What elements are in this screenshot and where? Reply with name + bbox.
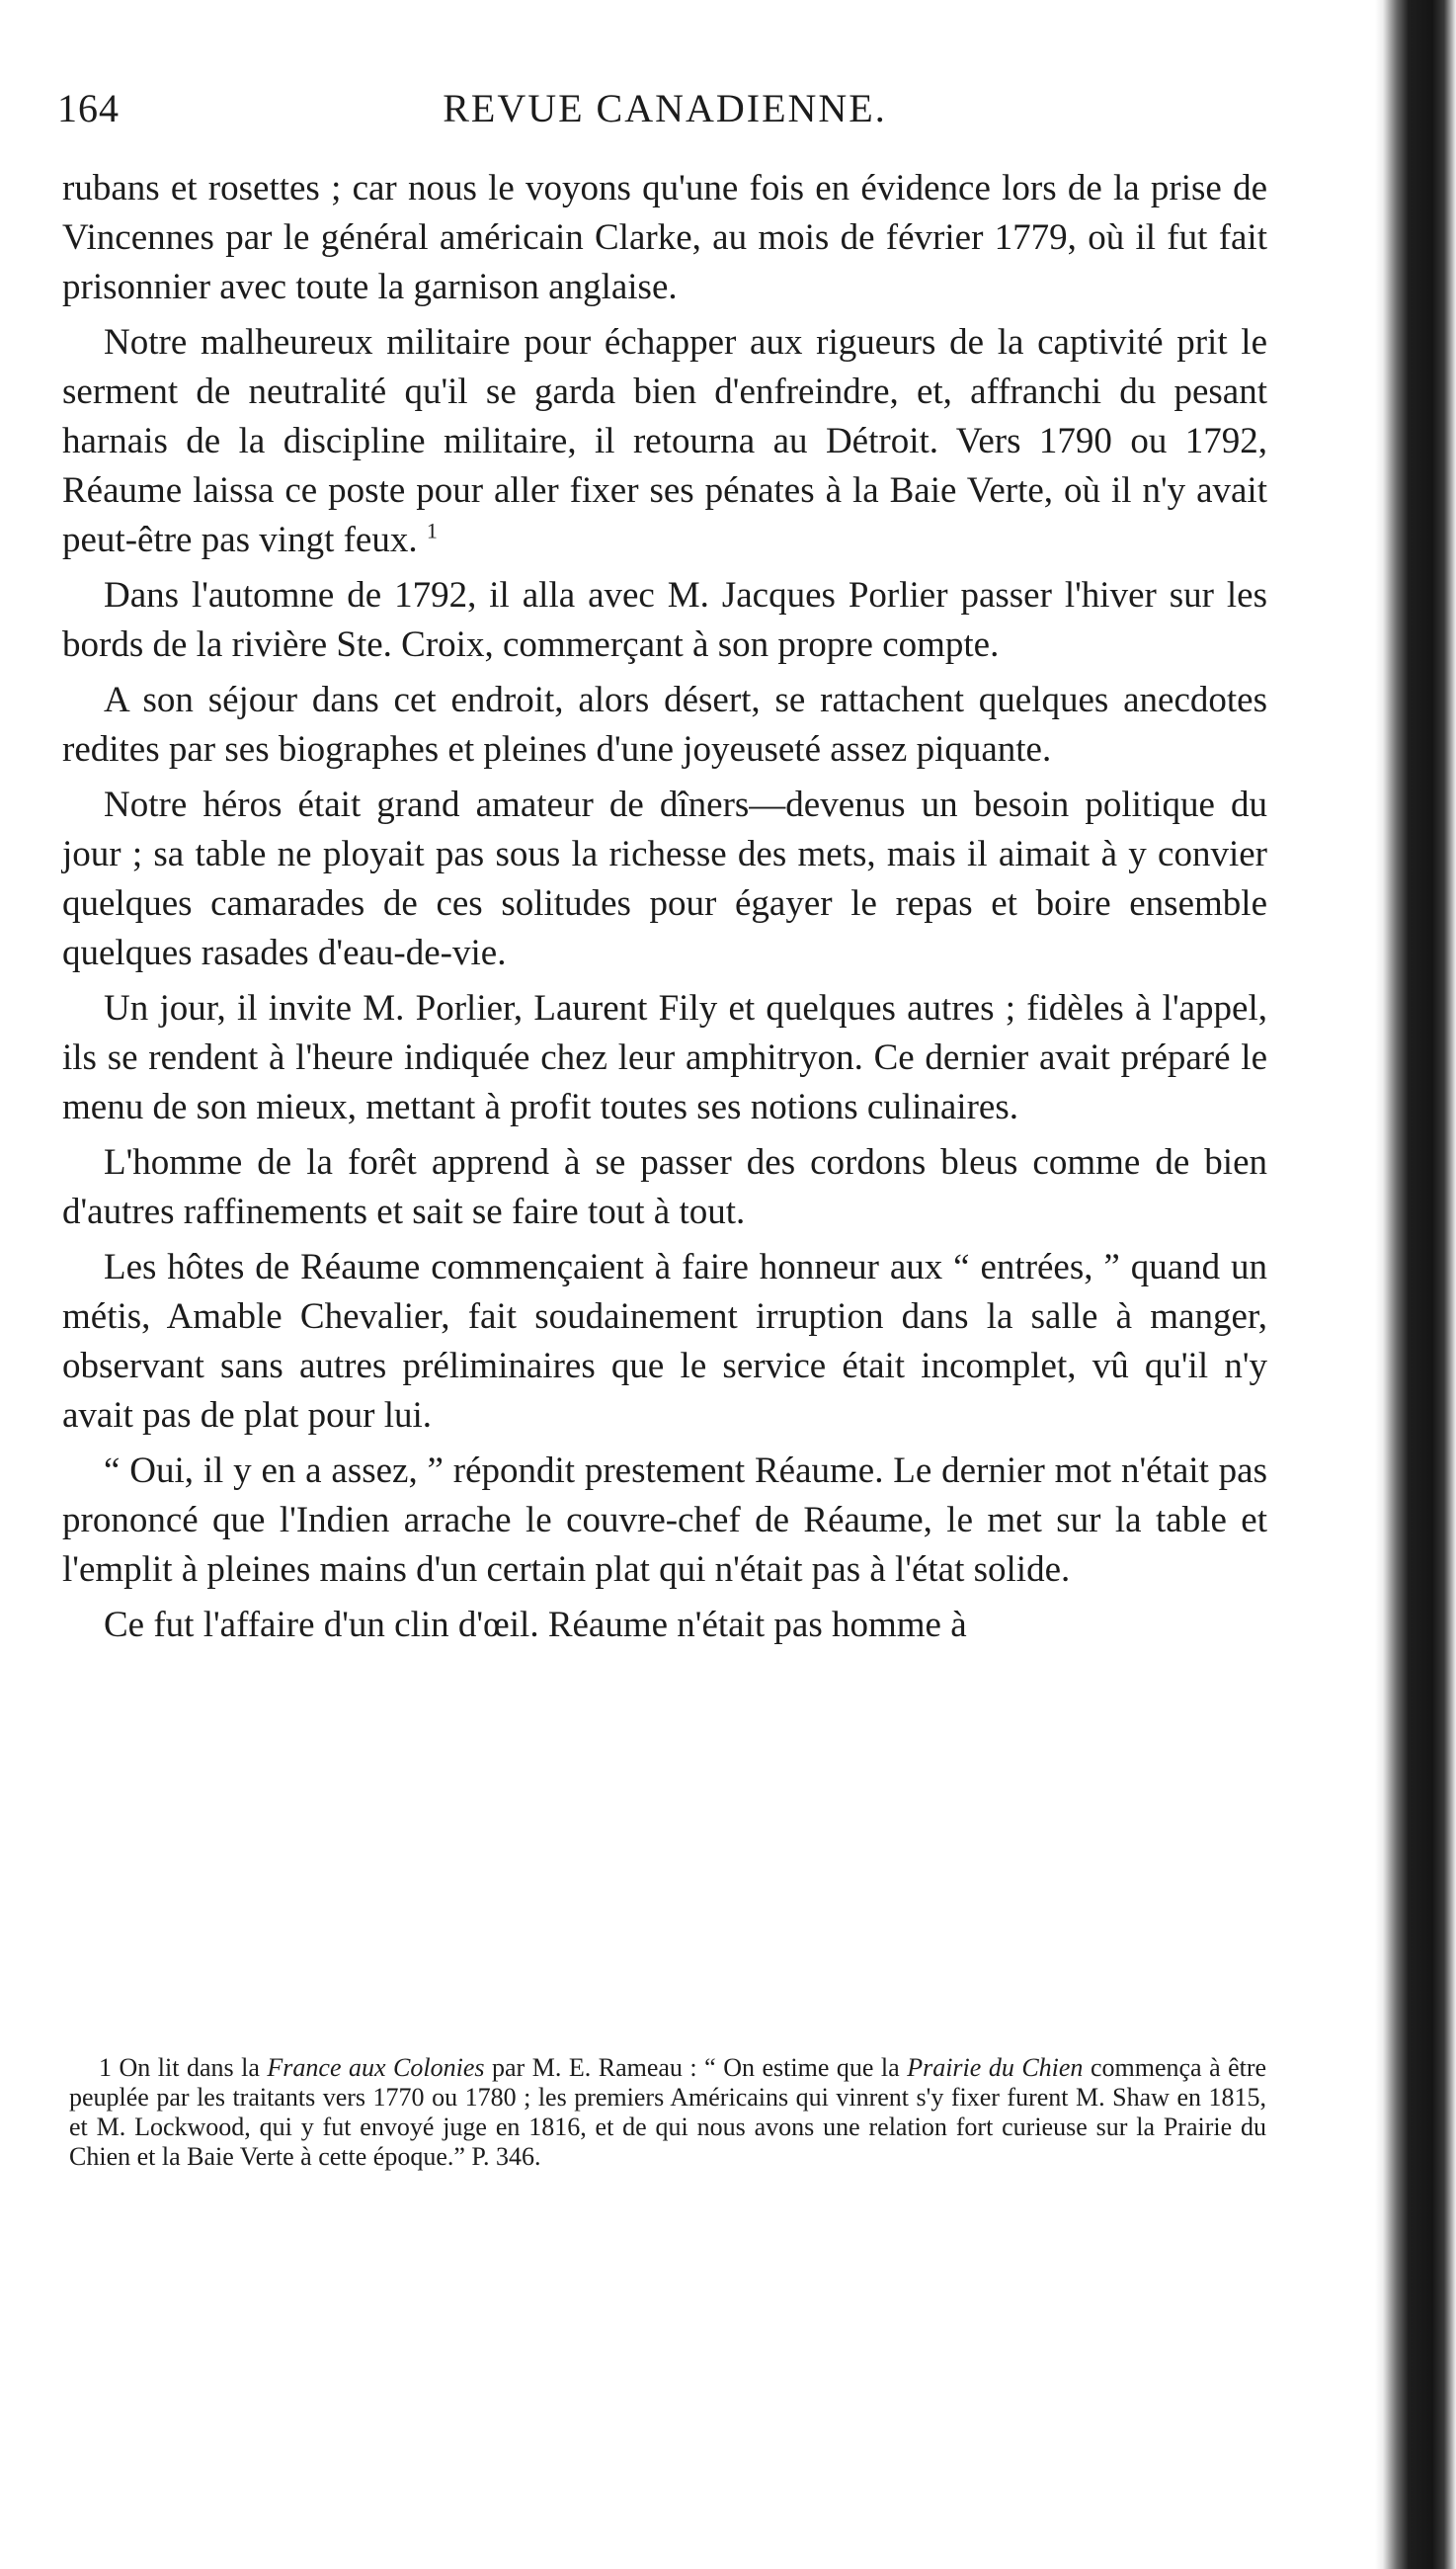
- footnote-text-before-title: On lit dans la: [119, 2053, 260, 2082]
- footnote-place-name: Prairie du Chien: [907, 2053, 1084, 2082]
- footnote-1: [69, 2053, 1266, 2172]
- page-header: [57, 85, 1272, 140]
- body-text: [62, 164, 1267, 1656]
- paragraph-2-text: Notre malheureux militaire pour échapper aux rigueurs de la captivité prit le serment de neutralité qu'il se garda bien d'enfreindre, et, affranchi du pesant harnais de la discipline militaire, il retourna au Détroit. Vers 1790 ou 1792, Réaume laissa ce poste pour aller fixer ses pénates à la Baie Verte, où il n'y avait peut-être pas vingt feux.: [62, 322, 1267, 560]
- page-number: 164: [57, 86, 120, 130]
- footnote-text-after-place: commença à être peuplée par les traitants vers 1770 ou 1780 ; les premiers Américains qui vinrent s'y fixer furent M. Shaw en 1815, et M. Lockwood, qui y fut envoyé juge en 1816, et de qui nous avons une relation fort curieuse sur la Prairie du Chien et la Baie Verte à cette époque.”: [69, 2053, 1267, 2171]
- paragraph-5: Notre héros était grand amateur de dîners—devenus un besoin politique du jour ; sa table ne ployait pas sous la richesse des mets, mais il aimait à y convier quelques camarades de ces solitudes pour égayer le repas et boire ensemble quelques rasades d'eau-de-vie.: [62, 785, 1267, 973]
- paragraph-10: Ce fut l'affaire d'un clin d'œil. Réaume n'était pas homme à: [104, 1605, 967, 1645]
- footnote-page-reference: P. 346.: [471, 2142, 541, 2171]
- running-title: REVUE CANADIENNE.: [443, 86, 887, 130]
- paragraph-6: Un jour, il invite M. Porlier, Laurent Fily et quelques autres ; fidèles à l'appel, ils se rendent à l'heure indiquée chez leur amphitryon. Ce dernier avait préparé le menu de son mieux, mettant à profit toutes ses notions culinaires.: [62, 988, 1267, 1127]
- page-edge-shadow: [1375, 0, 1456, 2569]
- paragraph-4: A son séjour dans cet endroit, alors désert, se rattachent quelques anecdotes redites par ses biographes et pleines d'une joyeuseté assez piquante.: [62, 680, 1267, 770]
- footnote-quote-before-place: “ On estime que la: [704, 2053, 900, 2082]
- footnote-author: par M. E. Rameau :: [492, 2053, 697, 2082]
- paragraph-1: rubans et rosettes ; car nous le voyons qu'une fois en évidence lors de la prise de Vincennes par le général américain Clarke, au mois de février 1779, où il fut fait prisonnier avec toute la garnison anglaise.: [62, 168, 1267, 307]
- paragraph-3: Dans l'automne de 1792, il alla avec M. Jacques Porlier passer l'hiver sur les bords de la rivière Ste. Croix, commerçant à son propre compte.: [62, 575, 1267, 665]
- paragraph-9: “ Oui, il y en a assez, ” répondit prestement Réaume. Le dernier mot n'était pas prononcé que l'Indien arrache le couvre-chef de Réaume, le met sur la table et l'emplit à pleines mains d'un certain plat qui n'était pas à l'état solide.: [62, 1450, 1267, 1590]
- footnote-reference-mark: 1: [426, 518, 438, 543]
- paragraph-2: [62, 318, 1267, 565]
- footnote-number: 1: [99, 2053, 112, 2082]
- footnote-book-title: France aux Colonies: [267, 2053, 485, 2082]
- paragraph-8: Les hôtes de Réaume commençaient à faire honneur aux “ entrées, ” quand un métis, Amable Chevalier, fait soudainement irruption dans la salle à manger, observant sans autres préliminaires que le service était incomplet, vû qu'il n'y avait pas de plat pour lui.: [62, 1247, 1267, 1436]
- paragraph-7: L'homme de la forêt apprend à se passer des cordons bleus comme de bien d'autres raffinements et sait se faire tout à tout.: [62, 1142, 1267, 1232]
- footnotes: [69, 2053, 1266, 2172]
